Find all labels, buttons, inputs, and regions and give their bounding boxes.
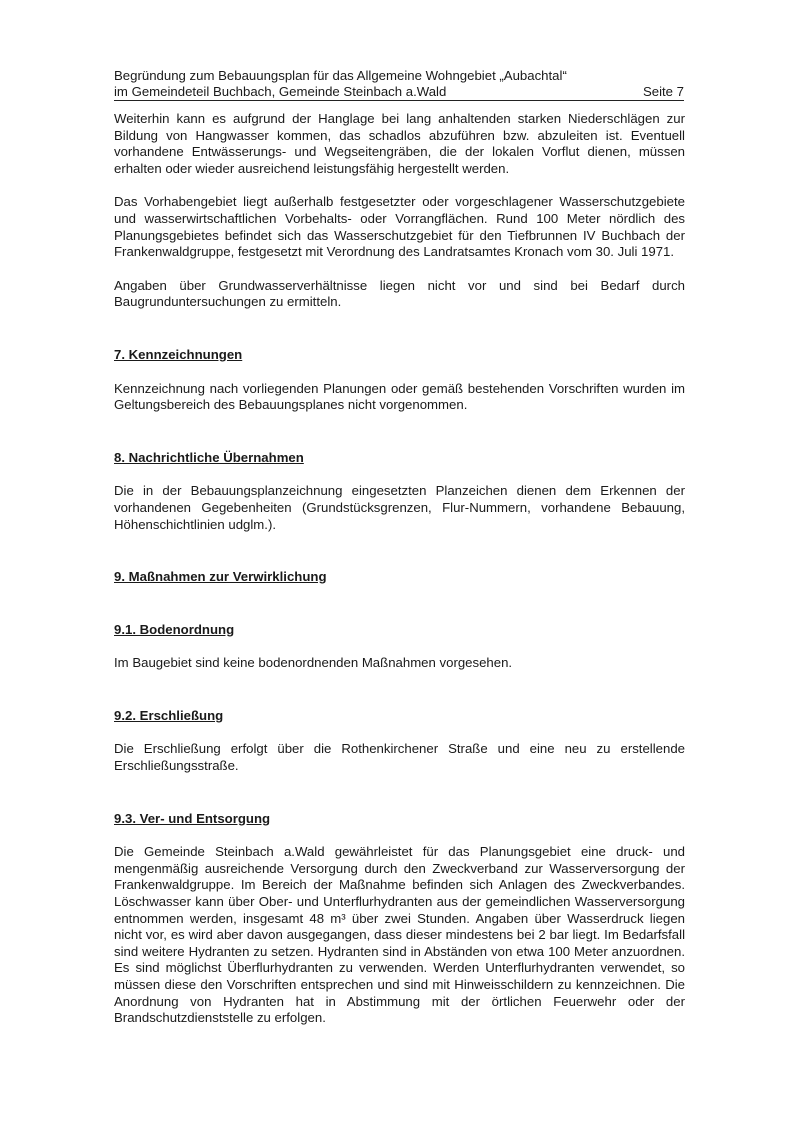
section-heading-8: 8. Nachrichtliche Übernahmen (114, 449, 304, 465)
section-heading-9-3: 9.3. Ver- und Entsorgung (114, 810, 271, 826)
section-heading-7: 7. Kennzeichnungen (114, 346, 243, 362)
paragraph-wasserschutz: Das Vorhabengebiet liegt außerhalb festgesetzter oder vorgeschlagener Wasserschutzgebiete und wasserwirtschaftlichen Vorbehalts- oder Vorrangflächen. Rund 100 Meter nördlich des Planungsgebietes befindet sich das Wasserschutzgebiet für den Tiefbrunnen IV Buchbach der Frankenwaldgruppe, festgesetzt mit Verordnung des Landratsamtes Kronach vom 30. Juli 1971. (114, 194, 685, 260)
paragraph-hangwasser: Weiterhin kann es aufgrund der Hanglage bei lang anhaltenden starken Niederschlägen zur Bildung von Hangwasser kommen, das schadlos abzuführen bzw. abzuleiten ist. Eventuell vorhandene Entwässerungs- und Wegseitengräben, die der lokalen Vorflut dienen, müssen erhalten oder wieder ausreichend leistungsfähig hergestellt werden. (114, 111, 685, 176)
page-number: Seite 7 (642, 83, 684, 99)
paragraph-grundwasser: Angaben über Grundwasserverhältnisse liegen nicht vor und sind bei Bedarf durch Baugrunduntersuchungen zu ermitteln. (114, 277, 685, 310)
section-text-9-2: Die Erschließung erfolgt über die Rothenkirchener Straße und eine neu zu erstellende Erschließungsstraße. (114, 741, 685, 774)
section-text-7: Kennzeichnung nach vorliegenden Planungen oder gemäß bestehenden Vorschriften wurden im Geltungsbereich des Bebauungsplanes nicht vorgenommen. (114, 380, 685, 413)
section-heading-9-2: 9.2. Erschließung (114, 707, 224, 723)
header-title-line: Begründung zum Bebauungsplan für das Allgemeine Wohngebiet „Aubachtal“ (114, 68, 567, 83)
page-header (114, 68, 684, 101)
section-text-9-3: Die Gemeinde Steinbach a.Wald gewährleistet für das Planungsgebiet eine druck- und mengenmäßig ausreichende Versorgung durch den Zweckverband zur Wasserversorgung der Frankenwaldgruppe. Im Bereich der Maßnahme befinden sich Anlagen des Zweckverbandes. Löschwasser kann über Ober- und Unterflurhydranten aus der gemeindlichen Wasserversorgung entnommen werden, insgesamt 48 m³ über zwei Stunden. Angaben über Wasserdruck liegen nicht vor, es wird aber davon ausgegangen, dass dieser mindestens bei 2 bar liegt. Im Bedarfsfall sind weitere Hydranten zu setzen. Hydranten sind in Abständen von etwa 100 Meter anzuordnen. Es sind möglichst Überflurhydranten zu verwenden. Werden Unterflurhydranten verwendet, so müssen diese den Vorschriften entsprechen und sind mit Hinweisschildern zu kennzeichnen. Die Anordnung von Hydranten hat in Abstimmung mit der örtlichen Feuerwehr oder der Brandschutzdienststelle zu erfolgen. (114, 844, 685, 1026)
section-text-9-1: Im Baugebiet sind keine bodenordnenden Maßnahmen vorgesehen. (114, 655, 513, 671)
document-body (114, 111, 685, 1027)
header-location-line: im Gemeindeteil Buchbach, Gemeinde Steinbach a.Wald (114, 83, 447, 99)
section-heading-9: 9. Maßnahmen zur Verwirklichung (114, 569, 327, 585)
section-text-8: Die in der Bebauungsplanzeichnung eingesetzten Planzeichen dienen dem Erkennen der vorhandenen Gegebenheiten (Grundstücksgrenzen, Flur-Nummern, vorhandene Bebauung, Höhenschichtlinien udglm.). (114, 483, 685, 532)
section-heading-9-1: 9.1. Bodenordnung (114, 621, 235, 637)
